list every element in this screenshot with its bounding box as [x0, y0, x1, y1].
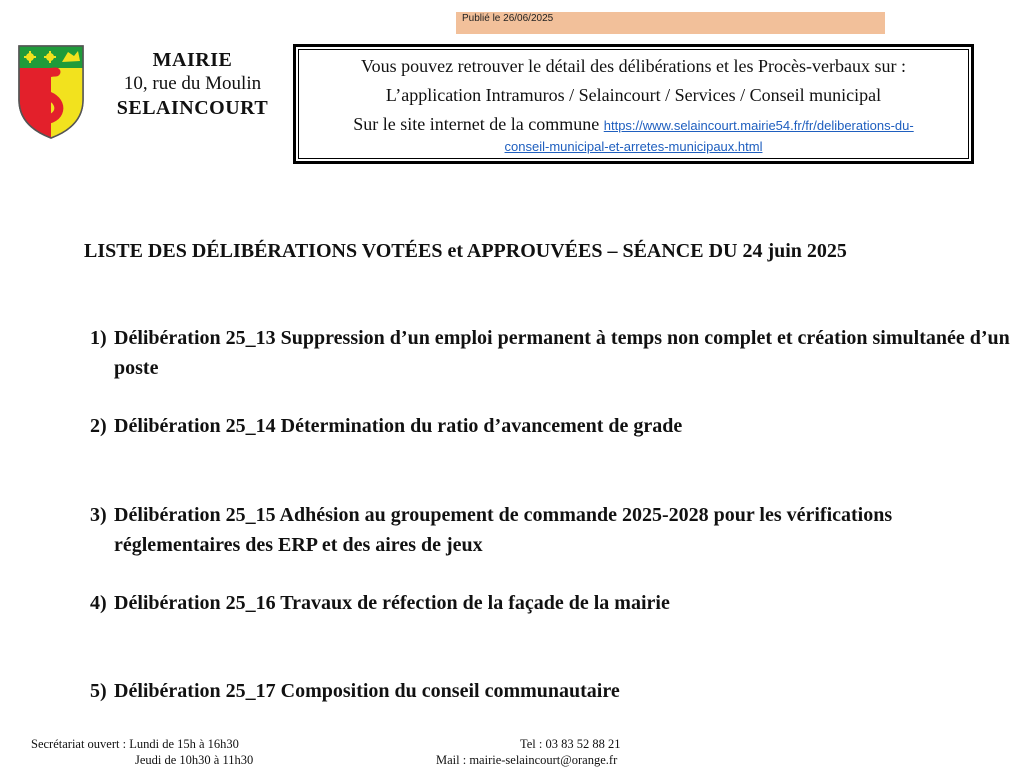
footer-hours-line-1: Secrétariat ouvert : Lundi de 15h à 16h30 [31, 737, 239, 751]
item-text: Délibération 25_17 Composition du conseil communautaire [114, 680, 620, 702]
list-item [90, 588, 1015, 618]
info-line-3 [299, 115, 968, 133]
street-address: 10, rue du Moulin [123, 73, 262, 94]
item-number: 5) [90, 680, 107, 702]
list-item [90, 676, 1015, 706]
info-line-2: L’application Intramuros / Selaincourt / Services / Conseil municipal [385, 85, 882, 105]
info-line-1: Vous pouvez retrouver le détail des délibérations et les Procès-verbaux sur : [360, 56, 906, 76]
list-item [90, 323, 1015, 383]
commune-website-link[interactable]: https://www.selaincourt.mairie54.fr/fr/deliberations-du- [603, 118, 914, 133]
published-date-banner: Publié le 26/06/2025 [456, 12, 885, 34]
page-title: LISTE DES DÉLIBÉRATIONS VOTÉES et APPROUVÉES – SÉANCE DU 24 juin 2025 [84, 240, 847, 262]
commune-website-link-continued[interactable]: conseil-municipal-et-arretes-municipaux.html [504, 139, 763, 154]
item-text: Délibération 25_15 Adhésion au groupement de commande 2025-2028 pour les vérifications réglementaires des ERP et des aires de jeux [114, 504, 893, 556]
list-item [90, 411, 1015, 441]
info-line-3-prefix: Sur le site internet de la commune [353, 114, 604, 134]
footer-hours-line-2: Jeudi de 10h30 à 11h30 [135, 753, 254, 767]
deliberations-info-box [293, 44, 974, 164]
item-text: Délibération 25_13 Suppression d’un emploi permanent à temps non complet et création simultanée d’un poste [114, 327, 1010, 379]
municipal-coat-of-arms-icon [16, 42, 86, 142]
item-number: 2) [90, 415, 107, 437]
footer-email: Mail : mairie-selaincourt@orange.fr [436, 753, 618, 767]
item-number: 1) [90, 327, 107, 349]
item-number: 3) [90, 504, 107, 526]
town-hall-label: MAIRIE [152, 49, 233, 71]
item-text: Délibération 25_14 Détermination du ratio d’avancement de grade [114, 415, 683, 437]
town-hall-address [100, 48, 285, 120]
item-text: Délibération 25_16 Travaux de réfection de la façade de la mairie [114, 592, 670, 614]
list-item [90, 500, 1015, 560]
town-name: SELAINCOURT [116, 97, 269, 119]
footer-telephone: Tel : 03 83 52 88 21 [520, 737, 621, 751]
item-number: 4) [90, 592, 107, 614]
